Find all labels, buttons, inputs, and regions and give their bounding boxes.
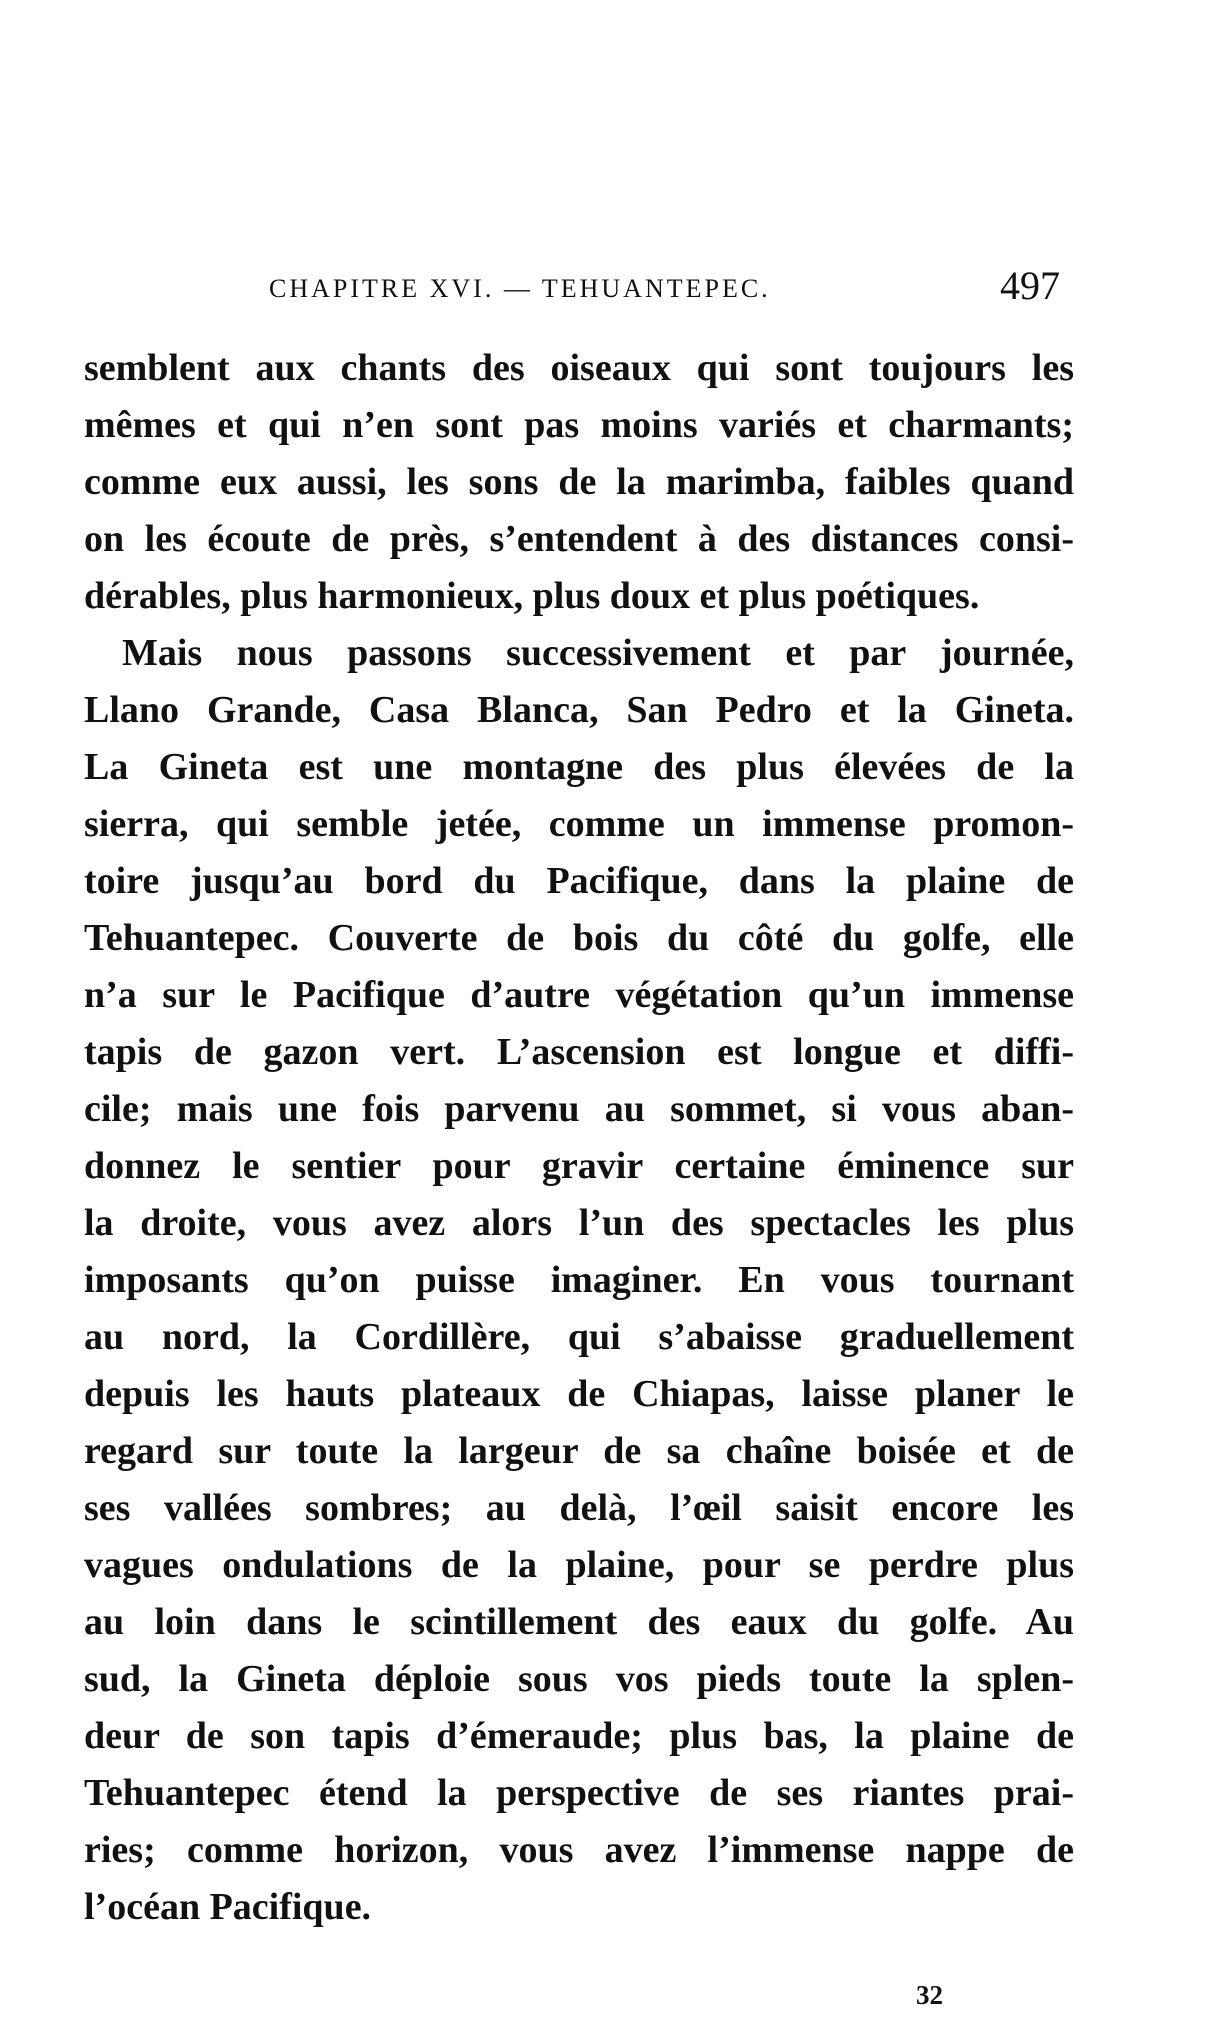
- running-head: CHAPITRE XVI. — TEHUANTEPEC.: [269, 274, 771, 303]
- text-line: n’a sur le Pacifique d’autre végétation qu’un immense: [84, 974, 1074, 1016]
- text-line: cile; mais une fois parvenu au sommet, si vous aban-: [84, 1088, 1074, 1130]
- text-line: on les écoute de près, s’entendent à des distances consi-: [84, 518, 1074, 560]
- text-line: semblent aux chants des oiseaux qui sont toujours les: [84, 347, 1074, 389]
- signature-mark: 32: [916, 1980, 943, 2010]
- text-line: la droite, vous avez alors l’un des spectacles les plus: [84, 1202, 1074, 1244]
- text-line: depuis les hauts plateaux de Chiapas, laisse planer le: [84, 1373, 1074, 1415]
- text-line: Mais nous passons successivement et par journée,: [122, 632, 1074, 674]
- text-line: Tehuantepec. Couverte de bois du côté du golfe, elle: [84, 917, 1074, 959]
- text-line: tapis de gazon vert. L’ascension est longue et diffi-: [84, 1031, 1074, 1073]
- text-line: sud, la Gineta déploie sous vos pieds toute la splen-: [84, 1658, 1074, 1700]
- text-line: l’océan Pacifique.: [84, 1886, 372, 1928]
- text-line: imposants qu’on puisse imaginer. En vous tournant: [84, 1259, 1074, 1301]
- text-line: ses vallées sombres; au delà, l’œil saisit encore les: [84, 1487, 1074, 1529]
- text-line: sierra, qui semble jetée, comme un immense promon-: [84, 803, 1074, 845]
- text-line: donnez le sentier pour gravir certaine éminence sur: [84, 1145, 1074, 1187]
- text-line: toire jusqu’au bord du Pacifique, dans la plaine de: [84, 860, 1074, 902]
- page-number: 497: [1000, 263, 1060, 308]
- body-text: [84, 340, 1074, 1936]
- text-line: regard sur toute la largeur de sa chaîne boisée et de: [84, 1430, 1074, 1472]
- text-line: deur de son tapis d’émeraude; plus bas, la plaine de: [84, 1715, 1074, 1757]
- text-line: au nord, la Cordillère, qui s’abaisse graduellement: [84, 1316, 1074, 1358]
- text-line: ries; comme horizon, vous avez l’immense nappe de: [84, 1829, 1074, 1871]
- text-line: La Gineta est une montagne des plus élevées de la: [84, 746, 1074, 788]
- text-line: Llano Grande, Casa Blanca, San Pedro et la Gineta.: [84, 689, 1074, 731]
- page-header: [84, 262, 1074, 312]
- text-line: dérables, plus harmonieux, plus doux et plus poétiques.: [84, 575, 980, 617]
- text-line: comme eux aussi, les sons de la marimba, faibles quand: [84, 461, 1074, 503]
- text-line: vagues ondulations de la plaine, pour se perdre plus: [84, 1544, 1074, 1586]
- text-line: au loin dans le scintillement des eaux du golfe. Au: [84, 1601, 1074, 1643]
- text-line: mêmes et qui n’en sont pas moins variés et charmants;: [84, 404, 1074, 446]
- text-line: Tehuantepec étend la perspective de ses riantes prai-: [84, 1772, 1074, 1814]
